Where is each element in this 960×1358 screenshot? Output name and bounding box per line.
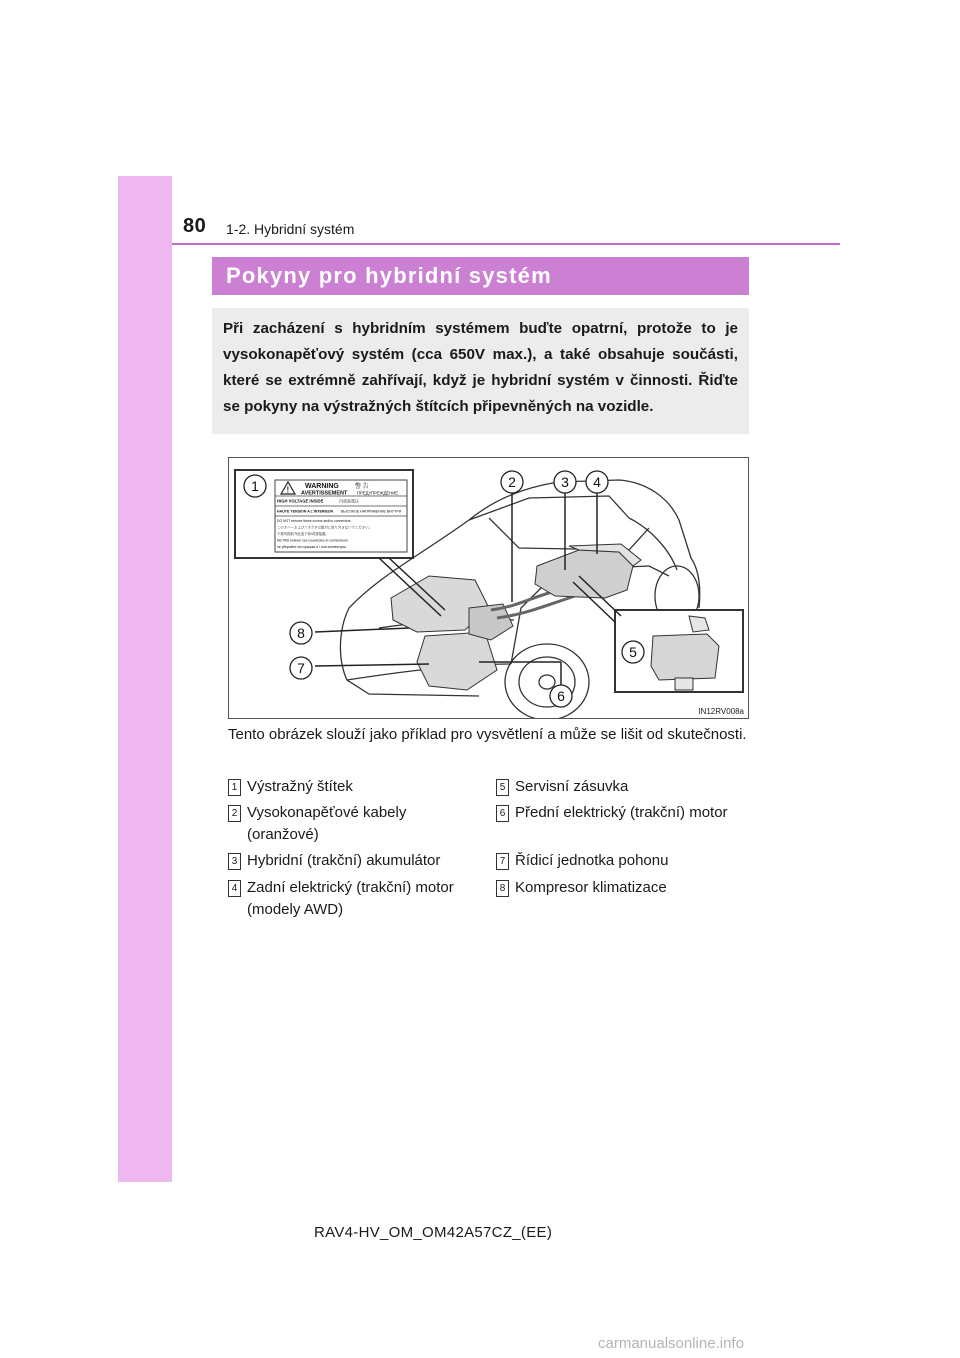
vehicle-illustration bbox=[229, 458, 749, 719]
legend-number: 6 bbox=[496, 805, 509, 822]
callout-2 bbox=[501, 471, 523, 493]
figure-code: IN12RV008a bbox=[698, 707, 744, 716]
callout-1 bbox=[244, 475, 266, 497]
legend-text: Hybridní (trakční) akumulátor bbox=[247, 852, 441, 869]
watermark: carmanualsonline.info bbox=[598, 1335, 744, 1352]
label-cn-caution: 不要有損取外此盖子和/或連接器。 bbox=[277, 532, 329, 536]
legend-number: 1 bbox=[228, 779, 241, 796]
page-number: 80 bbox=[183, 215, 207, 237]
intro-notice-box bbox=[212, 308, 749, 434]
svg-text:4: 4 bbox=[593, 474, 601, 490]
callout-7 bbox=[290, 657, 312, 679]
label-warning-fr: AVERTISSEMENT bbox=[301, 490, 348, 497]
intro-text: Při zacházení s hybridním systémem buďte opatrní, protože to je vysokonapěťový systém (cca 650V max.), a také obsahuje součásti, které se extrémně zahřívají, když je hybridní systém v činnosti. Řiďte se pokyny na výstražných štítcích připevněných na vozidle. bbox=[223, 320, 738, 415]
legend-number: 4 bbox=[228, 880, 241, 897]
callout-8 bbox=[290, 622, 312, 644]
svg-text:8: 8 bbox=[297, 625, 305, 641]
label-hv-inside: HIGH VOLTAGE INSIDE bbox=[277, 498, 324, 504]
callout-3 bbox=[554, 471, 576, 493]
legend-text: Zadní elektrický (trakční) motor (modely AWD) bbox=[247, 879, 454, 918]
legend-text: Řídicí jednotka pohonu bbox=[515, 852, 669, 869]
legend-text: Servisní zásuvka bbox=[515, 778, 629, 795]
svg-text:!: ! bbox=[286, 485, 290, 495]
label-warning-en: WARNING bbox=[305, 483, 339, 490]
label-hv-fr: HAUTE TENSION A L'INTERIEUR bbox=[277, 509, 334, 514]
svg-text:1: 1 bbox=[251, 478, 259, 494]
callout-6 bbox=[550, 685, 572, 707]
hybrid-system-figure bbox=[228, 457, 749, 719]
callout-5 bbox=[622, 641, 644, 663]
svg-text:7: 7 bbox=[297, 660, 305, 676]
legend-number: 8 bbox=[496, 880, 509, 897]
svg-text:2: 2 bbox=[508, 474, 516, 490]
legend-text: Přední elektrický (trakční) motor bbox=[515, 804, 728, 821]
hybrid-battery bbox=[535, 544, 641, 598]
section-heading: Pokyny pro hybridní systém bbox=[226, 263, 552, 288]
svg-text:6: 6 bbox=[557, 688, 565, 704]
engine-bay-components bbox=[391, 576, 513, 690]
legend-number: 5 bbox=[496, 779, 509, 796]
label-warning-jp: 警 告 bbox=[355, 484, 369, 490]
section-heading-bar bbox=[212, 257, 749, 295]
label-do-not: DO NOT remove these covers and/or connectors. bbox=[277, 519, 352, 523]
svg-text:3: 3 bbox=[561, 474, 569, 490]
legend-text: Výstražný štítek bbox=[247, 778, 353, 795]
label-hv-ru: ВЫСОКОЕ НАПРЯЖЕНИЕ ВНУТРИ bbox=[341, 509, 402, 514]
legend-number: 3 bbox=[228, 853, 241, 870]
callout-4 bbox=[586, 471, 608, 493]
label-ru-caution: не убирайте эти крышки и / или коннекторы. bbox=[277, 545, 347, 549]
legend-text: Vysokonapěťové kabely (oranžové) bbox=[247, 804, 407, 843]
label-jp-caution: このカバーおよびコネクタは絶対に取り外さないでください。 bbox=[277, 525, 372, 530]
document-code: RAV4-HV_OM_OM42A57CZ_(EE) bbox=[314, 1224, 553, 1241]
section-title: 1-2. Hybridní systém bbox=[226, 221, 355, 237]
label-ne-pas: NE PAS enlever ces couvercles et connecteurs. bbox=[277, 538, 349, 543]
label-hv-jp: 内部高電圧 bbox=[339, 498, 359, 504]
label-warning-ru: ПРЕДУПРЕЖДЕНИЕ bbox=[357, 490, 399, 496]
side-tab-strip bbox=[118, 176, 172, 1182]
svg-text:5: 5 bbox=[629, 644, 637, 660]
header-divider bbox=[172, 243, 840, 245]
legend-number: 7 bbox=[496, 853, 509, 870]
legend-number: 2 bbox=[228, 805, 241, 822]
figure-caption: Tento obrázek slouží jako příklad pro vysvětlení a může se lišit od skutečnosti. bbox=[228, 726, 747, 743]
legend-text: Kompresor klimatizace bbox=[515, 879, 667, 896]
